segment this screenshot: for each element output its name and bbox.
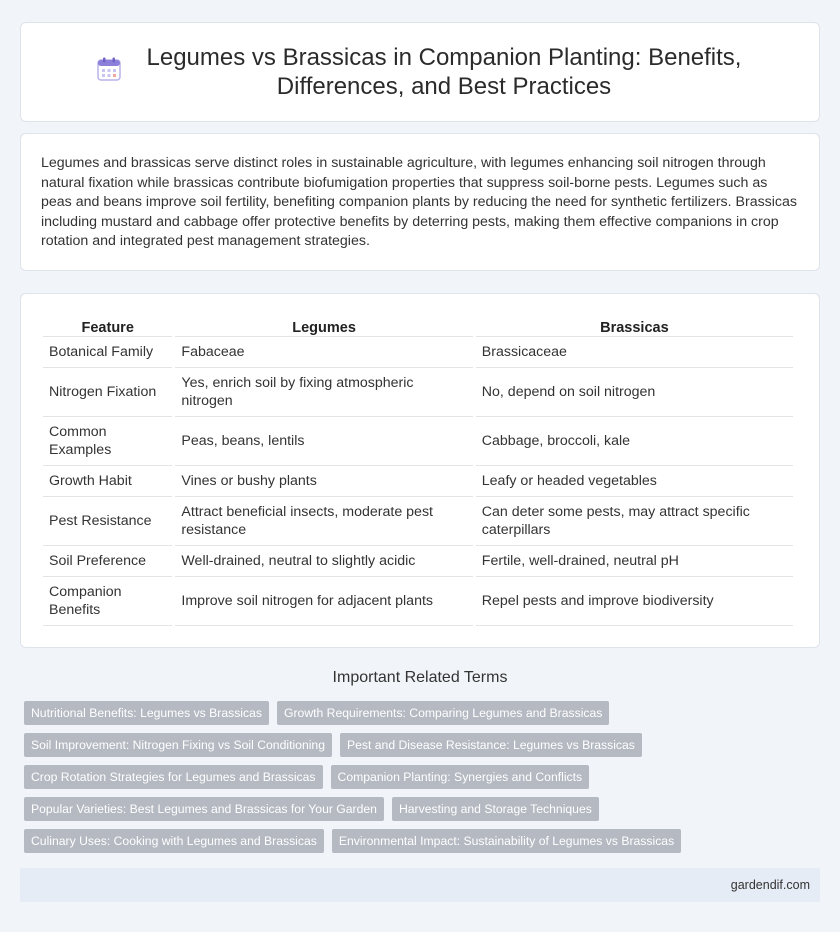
cell-feature: Nitrogen Fixation (43, 368, 172, 417)
related-term-tag[interactable]: Culinary Uses: Cooking with Legumes and Brassicas (24, 829, 324, 853)
cell-legumes: Improve soil nitrogen for adjacent plants (175, 577, 472, 626)
header-brassicas: Brassicas (476, 312, 793, 337)
cell-feature: Pest Resistance (43, 497, 172, 546)
cell-feature: Companion Benefits (43, 577, 172, 626)
related-term-tag[interactable]: Soil Improvement: Nitrogen Fixing vs Soil Conditioning (24, 733, 332, 757)
cell-legumes: Attract beneficial insects, moderate pest resistance (175, 497, 472, 546)
cell-brassicas: Brassicaceae (476, 337, 793, 368)
header-card (20, 22, 820, 122)
cell-feature: Soil Preference (43, 546, 172, 577)
related-term-tag[interactable]: Popular Varieties: Best Legumes and Brassicas for Your Garden (24, 797, 384, 821)
related-term-tag[interactable]: Pest and Disease Resistance: Legumes vs Brassicas (340, 733, 642, 757)
table-row (43, 337, 793, 368)
cell-brassicas: Cabbage, broccoli, kale (476, 417, 793, 466)
related-term-tag[interactable]: Nutritional Benefits: Legumes vs Brassicas (24, 701, 269, 725)
table-row (43, 577, 793, 626)
table-row (43, 466, 793, 497)
table-header-row (43, 312, 793, 337)
footer (20, 868, 820, 902)
comparison-table-card (20, 293, 820, 648)
cell-legumes: Well-drained, neutral to slightly acidic (175, 546, 472, 577)
related-term-tag[interactable]: Harvesting and Storage Techniques (392, 797, 599, 821)
related-terms-heading: Important Related Terms (332, 669, 508, 686)
cell-feature: Botanical Family (43, 337, 172, 368)
cell-brassicas: No, depend on soil nitrogen (476, 368, 793, 417)
header-legumes: Legumes (175, 312, 472, 337)
header-feature: Feature (43, 312, 172, 337)
cell-legumes: Peas, beans, lentils (175, 417, 472, 466)
cell-feature: Common Examples (43, 417, 172, 466)
comparison-table (40, 312, 796, 626)
intro-card (20, 133, 820, 271)
cell-brassicas: Fertile, well-drained, neutral pH (476, 546, 793, 577)
intro-paragraph: Legumes and brassicas serve distinct roles in sustainable agriculture, with legumes enhancing soil nitrogen through natural fixation while brassicas contribute biofumigation properties that suppress soil-borne pests. Legumes such as peas and beans improve soil fertility, benefiting companion plants by reducing the need for synthetic fertilizers. Brassicas including mustard and cabbage offer protective benefits by deterring pests, making them effective companions in crop rotation and integrated pest management strategies. (41, 155, 798, 249)
cell-brassicas: Repel pests and improve biodiversity (476, 577, 793, 626)
table-row (43, 417, 793, 466)
footer-site-name[interactable]: gardendif.com (730, 878, 810, 892)
related-term-tag[interactable]: Growth Requirements: Comparing Legumes and Brassicas (277, 701, 609, 725)
table-row (43, 546, 793, 577)
related-term-tag[interactable]: Environmental Impact: Sustainability of Legumes vs Brassicas (332, 829, 681, 853)
table-row (43, 368, 793, 417)
cell-legumes: Vines or bushy plants (175, 466, 472, 497)
cell-legumes: Fabaceae (175, 337, 472, 368)
calendar-icon (96, 56, 122, 82)
cell-feature: Growth Habit (43, 466, 172, 497)
related-term-tag[interactable]: Companion Planting: Synergies and Conflicts (331, 765, 590, 789)
cell-legumes: Yes, enrich soil by fixing atmospheric nitrogen (175, 368, 472, 417)
table-row (43, 497, 793, 546)
related-term-tag[interactable]: Crop Rotation Strategies for Legumes and Brassicas (24, 765, 323, 789)
related-terms-list (24, 701, 824, 861)
page-title: Legumes vs Brassicas in Companion Planting: Benefits, Differences, and Best Practices (146, 44, 742, 100)
cell-brassicas: Leafy or headed vegetables (476, 466, 793, 497)
cell-brassicas: Can deter some pests, may attract specific caterpillars (476, 497, 793, 546)
